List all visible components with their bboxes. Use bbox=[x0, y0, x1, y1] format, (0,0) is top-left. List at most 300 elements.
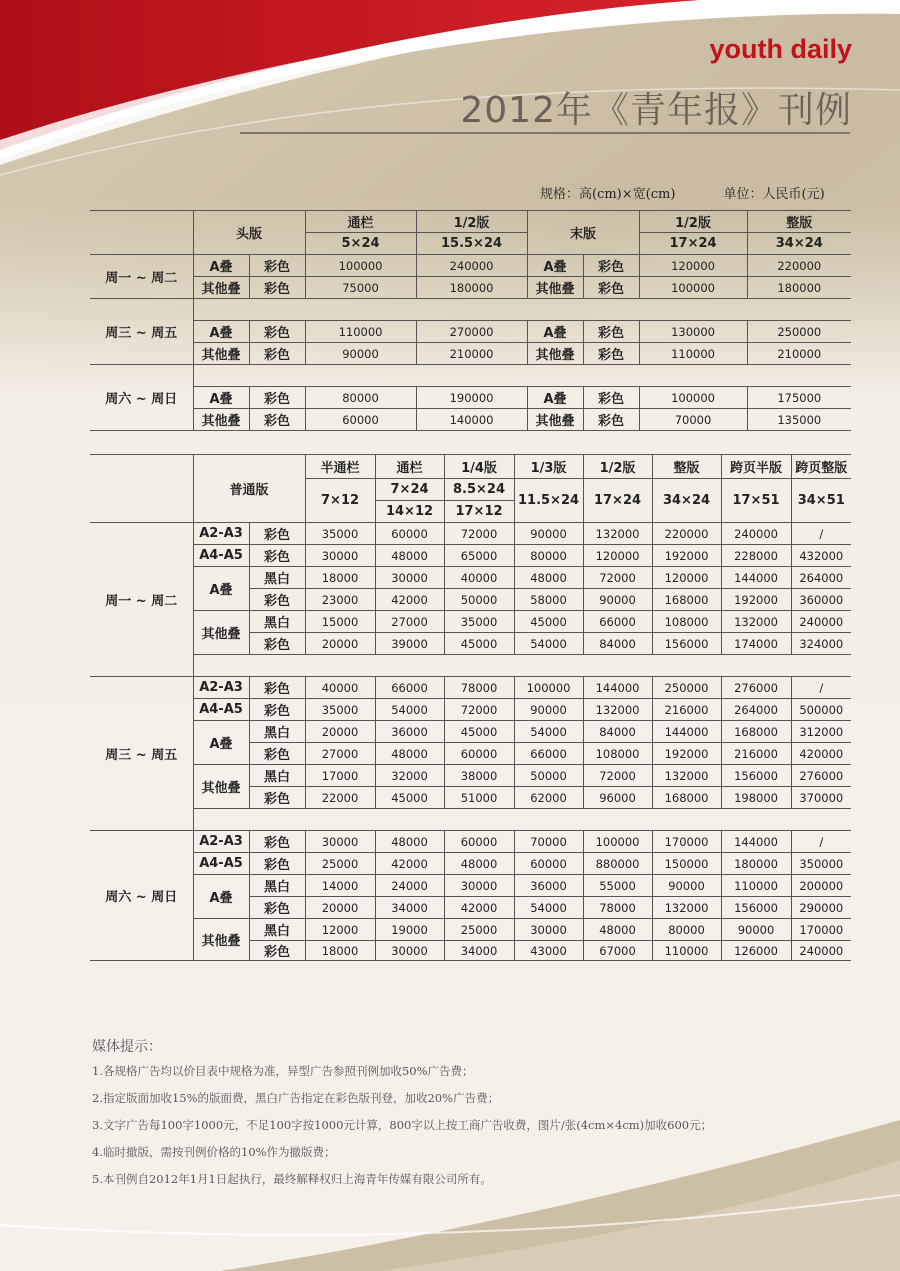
price-cell: 370000 bbox=[791, 787, 851, 809]
price-cell: 15000 bbox=[305, 611, 375, 633]
size-col-dim: 7×24 bbox=[375, 479, 444, 501]
price-cell: 168000 bbox=[652, 589, 721, 611]
price-cell: 34000 bbox=[444, 941, 514, 961]
col4-name: 整版 bbox=[747, 211, 851, 233]
color-type-label: 彩色 bbox=[583, 343, 639, 365]
color-type-label: 黑白 bbox=[249, 765, 305, 787]
price-cell: 43000 bbox=[514, 941, 583, 961]
color-type-label: 黑白 bbox=[249, 611, 305, 633]
stack-label: A叠 bbox=[193, 875, 249, 919]
price-cell: 312000 bbox=[791, 721, 851, 743]
price-cell: 180000 bbox=[747, 277, 851, 299]
table-row bbox=[90, 919, 851, 941]
price-cell: 62000 bbox=[514, 787, 583, 809]
price-cell: 132000 bbox=[583, 523, 652, 545]
price-cell: 50000 bbox=[444, 589, 514, 611]
size-col-name: 跨页整版 bbox=[791, 455, 851, 479]
price-cell: 35000 bbox=[305, 523, 375, 545]
spacer-cell bbox=[193, 365, 851, 387]
stack-label: 其他叠 bbox=[527, 409, 583, 431]
price-cell: 54000 bbox=[514, 633, 583, 655]
day-group-label: 周三 ~ 周五 bbox=[90, 299, 193, 365]
col2-size: 15.5×24 bbox=[416, 233, 527, 255]
price-cell: 192000 bbox=[721, 589, 791, 611]
note-item: 5.本刊例自2012年1月1日起执行，最终解释权归上海青年传媒有限公司所有。 bbox=[92, 1172, 492, 1186]
price-cell: 250000 bbox=[652, 677, 721, 699]
spacer-row bbox=[90, 655, 851, 677]
price-cell: 20000 bbox=[305, 897, 375, 919]
price-cell: 30000 bbox=[444, 875, 514, 897]
price-cell: 27000 bbox=[305, 743, 375, 765]
price-cell: 276000 bbox=[721, 677, 791, 699]
price-cell: 120000 bbox=[652, 567, 721, 589]
table-row bbox=[90, 721, 851, 743]
price-cell: 20000 bbox=[305, 633, 375, 655]
size-col-name: 通栏 bbox=[375, 455, 444, 479]
price-cell: 34000 bbox=[375, 897, 444, 919]
corner-cell bbox=[90, 211, 193, 255]
price-cell: 150000 bbox=[652, 853, 721, 875]
price-cell: 174000 bbox=[721, 633, 791, 655]
price-cell: / bbox=[791, 677, 851, 699]
price-cell: 54000 bbox=[514, 721, 583, 743]
color-type-label: 彩色 bbox=[249, 699, 305, 721]
stack-label: A叠 bbox=[527, 387, 583, 409]
price-cell: 110000 bbox=[639, 343, 747, 365]
front-page-header: 头版 bbox=[193, 211, 305, 255]
spacer-cell bbox=[193, 655, 851, 677]
note-item: 3.文字广告每100字1000元，不足100字按1000元计算，800字以上按工商广告收费，图片/张(4cm×4cm)加收600元； bbox=[92, 1118, 713, 1132]
price-cell: 228000 bbox=[721, 545, 791, 567]
color-type-label: 彩色 bbox=[249, 677, 305, 699]
color-type-label: 彩色 bbox=[249, 897, 305, 919]
color-type-label: 彩色 bbox=[249, 321, 305, 343]
price-cell: 84000 bbox=[583, 633, 652, 655]
price-cell: 110000 bbox=[305, 321, 416, 343]
note-item: 2.指定版面加收15%的版面费，黑白广告指定在彩色版刊登，加收20%广告费； bbox=[92, 1091, 500, 1105]
price-cell: 216000 bbox=[721, 743, 791, 765]
size-col-dim: 11.5×24 bbox=[514, 479, 583, 523]
table-row bbox=[90, 875, 851, 897]
size-col-dim: 17×24 bbox=[583, 479, 652, 523]
price-cell: 324000 bbox=[791, 633, 851, 655]
price-cell: 40000 bbox=[444, 567, 514, 589]
price-cell: 30000 bbox=[514, 919, 583, 941]
note-item: 4.临时撤版，需按刊例价格的10%作为撤版费； bbox=[92, 1145, 336, 1159]
spacer-row bbox=[90, 299, 851, 321]
price-cell: 90000 bbox=[721, 919, 791, 941]
size-col-dim: 17×51 bbox=[721, 479, 791, 523]
size-col-dim: 34×24 bbox=[652, 479, 721, 523]
price-cell: 80000 bbox=[652, 919, 721, 941]
price-cell: 216000 bbox=[652, 699, 721, 721]
price-cell: 144000 bbox=[652, 721, 721, 743]
price-cell: 50000 bbox=[514, 765, 583, 787]
size-col-name: 1/2版 bbox=[583, 455, 652, 479]
table-row bbox=[90, 611, 851, 633]
price-cell: 108000 bbox=[652, 611, 721, 633]
price-cell: 120000 bbox=[639, 255, 747, 277]
price-cell: 140000 bbox=[416, 409, 527, 431]
table-row bbox=[90, 853, 851, 875]
price-cell: 48000 bbox=[444, 853, 514, 875]
price-cell: 90000 bbox=[305, 343, 416, 365]
color-type-label: 彩色 bbox=[249, 633, 305, 655]
price-cell: 240000 bbox=[791, 611, 851, 633]
price-cell: 25000 bbox=[444, 919, 514, 941]
size-col-name: 半通栏 bbox=[305, 455, 375, 479]
color-type-label: 彩色 bbox=[249, 831, 305, 853]
price-cell: 132000 bbox=[721, 611, 791, 633]
corner-cell bbox=[90, 455, 193, 523]
day-group-label: 周六 ~ 周日 bbox=[90, 365, 193, 431]
price-cell: 35000 bbox=[305, 699, 375, 721]
col1-name: 通栏 bbox=[305, 211, 416, 233]
price-cell: 30000 bbox=[375, 941, 444, 961]
currency-unit: 单位：人民币(元) bbox=[723, 187, 825, 202]
stack-label: 其他叠 bbox=[527, 277, 583, 299]
price-cell: 32000 bbox=[375, 765, 444, 787]
price-cell: 39000 bbox=[375, 633, 444, 655]
col1-size: 5×24 bbox=[305, 233, 416, 255]
size-col-name: 跨页半版 bbox=[721, 455, 791, 479]
price-cell: 144000 bbox=[583, 677, 652, 699]
price-cell: 54000 bbox=[514, 897, 583, 919]
table-row bbox=[90, 321, 851, 343]
price-cell: 65000 bbox=[444, 545, 514, 567]
price-cell: 264000 bbox=[721, 699, 791, 721]
price-cell: 90000 bbox=[583, 589, 652, 611]
price-cell: 84000 bbox=[583, 721, 652, 743]
size-col-dim: 14×12 bbox=[375, 501, 444, 523]
price-cell: 66000 bbox=[514, 743, 583, 765]
stack-label: A2-A3 bbox=[193, 677, 249, 699]
price-cell: 168000 bbox=[652, 787, 721, 809]
price-cell: 22000 bbox=[305, 787, 375, 809]
price-cell: 132000 bbox=[583, 699, 652, 721]
price-cell: 66000 bbox=[583, 611, 652, 633]
price-cell: 132000 bbox=[652, 897, 721, 919]
price-cell: 48000 bbox=[375, 831, 444, 853]
price-cell: 420000 bbox=[791, 743, 851, 765]
price-cell: 190000 bbox=[416, 387, 527, 409]
price-cell: 24000 bbox=[375, 875, 444, 897]
spacer-row bbox=[90, 809, 851, 831]
media-notes bbox=[92, 1036, 712, 1199]
stack-label: A4-A5 bbox=[193, 699, 249, 721]
table-row bbox=[90, 343, 851, 365]
price-cell: 38000 bbox=[444, 765, 514, 787]
price-cell: 45000 bbox=[375, 787, 444, 809]
price-cell: 80000 bbox=[305, 387, 416, 409]
stack-label: 其他叠 bbox=[193, 611, 249, 655]
price-cell: 100000 bbox=[639, 277, 747, 299]
price-cell: 25000 bbox=[305, 853, 375, 875]
price-cell: 78000 bbox=[583, 897, 652, 919]
stack-label: A2-A3 bbox=[193, 831, 249, 853]
color-type-label: 彩色 bbox=[583, 321, 639, 343]
price-cell: 198000 bbox=[721, 787, 791, 809]
price-cell: 210000 bbox=[747, 343, 851, 365]
color-type-label: 彩色 bbox=[249, 941, 305, 961]
price-cell: 20000 bbox=[305, 721, 375, 743]
stack-label: A叠 bbox=[527, 321, 583, 343]
price-cell: 72000 bbox=[444, 699, 514, 721]
color-type-label: 彩色 bbox=[249, 743, 305, 765]
price-cell: 60000 bbox=[444, 743, 514, 765]
color-type-label: 彩色 bbox=[249, 853, 305, 875]
color-type-label: 彩色 bbox=[249, 409, 305, 431]
price-cell: 45000 bbox=[444, 721, 514, 743]
price-cell: 70000 bbox=[514, 831, 583, 853]
price-cell: 100000 bbox=[305, 255, 416, 277]
price-cell: 120000 bbox=[583, 545, 652, 567]
price-cell: 36000 bbox=[375, 721, 444, 743]
price-cell: 108000 bbox=[583, 743, 652, 765]
price-cell: 100000 bbox=[583, 831, 652, 853]
spacer-cell bbox=[193, 299, 851, 321]
stack-label: A叠 bbox=[193, 721, 249, 765]
day-group-label: 周三 ~ 周五 bbox=[90, 677, 193, 831]
spacer-row bbox=[90, 365, 851, 387]
size-col-dim: 17×12 bbox=[444, 501, 514, 523]
price-cell: 35000 bbox=[444, 611, 514, 633]
price-cell: 90000 bbox=[652, 875, 721, 897]
stack-label: A4-A5 bbox=[193, 853, 249, 875]
stack-label: 其他叠 bbox=[527, 343, 583, 365]
spacer-cell bbox=[193, 809, 851, 831]
price-cell: 180000 bbox=[721, 853, 791, 875]
stack-label: 其他叠 bbox=[193, 277, 249, 299]
price-cell: 60000 bbox=[444, 831, 514, 853]
price-cell: 70000 bbox=[639, 409, 747, 431]
color-type-label: 彩色 bbox=[583, 255, 639, 277]
price-cell: 270000 bbox=[416, 321, 527, 343]
table-row bbox=[90, 277, 851, 299]
price-cell: 192000 bbox=[652, 545, 721, 567]
price-cell: 156000 bbox=[652, 633, 721, 655]
price-cell: 126000 bbox=[721, 941, 791, 961]
price-cell: 290000 bbox=[791, 897, 851, 919]
price-cell: 90000 bbox=[514, 699, 583, 721]
price-cell: 210000 bbox=[416, 343, 527, 365]
day-group-label: 周一 ~ 周二 bbox=[90, 523, 193, 677]
col2-name: 1/2版 bbox=[416, 211, 527, 233]
table-row bbox=[90, 387, 851, 409]
price-cell: 12000 bbox=[305, 919, 375, 941]
stack-label: A2-A3 bbox=[193, 523, 249, 545]
price-cell: 78000 bbox=[444, 677, 514, 699]
spec-unit: 规格：高(cm)×宽(cm) bbox=[540, 187, 676, 202]
price-cell: 220000 bbox=[652, 523, 721, 545]
regular-page-rate-table bbox=[90, 454, 851, 961]
color-type-label: 彩色 bbox=[249, 523, 305, 545]
table-row bbox=[90, 255, 851, 277]
price-cell: 110000 bbox=[721, 875, 791, 897]
price-cell: 170000 bbox=[652, 831, 721, 853]
regular-page-header: 普通版 bbox=[193, 455, 305, 523]
header-row bbox=[90, 455, 851, 479]
price-cell: 130000 bbox=[639, 321, 747, 343]
price-cell: 19000 bbox=[375, 919, 444, 941]
color-type-label: 黑白 bbox=[249, 567, 305, 589]
note-item: 1.各规格广告均以价目表中规格为准，异型广告参照刊例加收50%广告费； bbox=[92, 1064, 474, 1078]
price-cell: 200000 bbox=[791, 875, 851, 897]
page-title: 2012年《青年报》刊例 bbox=[460, 90, 852, 131]
price-cell: 500000 bbox=[791, 699, 851, 721]
color-type-label: 彩色 bbox=[249, 589, 305, 611]
color-type-label: 黑白 bbox=[249, 919, 305, 941]
price-cell: 66000 bbox=[375, 677, 444, 699]
stack-label: A叠 bbox=[527, 255, 583, 277]
size-col-name: 1/3版 bbox=[514, 455, 583, 479]
table-row bbox=[90, 545, 851, 567]
table-row bbox=[90, 831, 851, 853]
price-cell: 51000 bbox=[444, 787, 514, 809]
price-cell: 40000 bbox=[305, 677, 375, 699]
price-cell: 36000 bbox=[514, 875, 583, 897]
price-cell: 350000 bbox=[791, 853, 851, 875]
col3-size: 17×24 bbox=[639, 233, 747, 255]
price-cell: / bbox=[791, 831, 851, 853]
stack-label: 其他叠 bbox=[193, 765, 249, 809]
size-col-dim: 34×51 bbox=[791, 479, 851, 523]
price-cell: 18000 bbox=[305, 941, 375, 961]
price-cell: 14000 bbox=[305, 875, 375, 897]
price-cell: 60000 bbox=[514, 853, 583, 875]
color-type-label: 彩色 bbox=[583, 409, 639, 431]
stack-label: A叠 bbox=[193, 321, 249, 343]
day-group-label: 周一 ~ 周二 bbox=[90, 255, 193, 299]
price-cell: 67000 bbox=[583, 941, 652, 961]
price-cell: 30000 bbox=[305, 545, 375, 567]
price-cell: 432000 bbox=[791, 545, 851, 567]
price-cell: 132000 bbox=[652, 765, 721, 787]
price-cell: 144000 bbox=[721, 831, 791, 853]
price-cell: 72000 bbox=[583, 567, 652, 589]
price-cell: 170000 bbox=[791, 919, 851, 941]
price-cell: 48000 bbox=[583, 919, 652, 941]
price-cell: 192000 bbox=[652, 743, 721, 765]
price-cell: 23000 bbox=[305, 589, 375, 611]
price-cell: 240000 bbox=[791, 941, 851, 961]
price-cell: 110000 bbox=[652, 941, 721, 961]
color-type-label: 彩色 bbox=[583, 387, 639, 409]
size-col-dim: 8.5×24 bbox=[444, 479, 514, 501]
stack-label: A叠 bbox=[193, 255, 249, 277]
day-group-label: 周六 ~ 周日 bbox=[90, 831, 193, 961]
table-row bbox=[90, 409, 851, 431]
price-cell: 54000 bbox=[375, 699, 444, 721]
title-divider bbox=[240, 132, 850, 134]
price-cell: 180000 bbox=[416, 277, 527, 299]
price-cell: 30000 bbox=[375, 567, 444, 589]
price-cell: 880000 bbox=[583, 853, 652, 875]
color-type-label: 彩色 bbox=[249, 387, 305, 409]
price-cell: 168000 bbox=[721, 721, 791, 743]
table-row bbox=[90, 523, 851, 545]
table-row bbox=[90, 567, 851, 589]
color-type-label: 黑白 bbox=[249, 875, 305, 897]
back-page-header: 末版 bbox=[527, 211, 639, 255]
price-cell: 72000 bbox=[583, 765, 652, 787]
size-col-name: 整版 bbox=[652, 455, 721, 479]
size-col-dim: 7×12 bbox=[305, 479, 375, 523]
price-cell: 45000 bbox=[444, 633, 514, 655]
brand-logo: youth daily bbox=[709, 34, 852, 64]
color-type-label: 黑白 bbox=[249, 721, 305, 743]
price-cell: 80000 bbox=[514, 545, 583, 567]
price-cell: 60000 bbox=[375, 523, 444, 545]
price-cell: 30000 bbox=[305, 831, 375, 853]
table-row bbox=[90, 699, 851, 721]
color-type-label: 彩色 bbox=[249, 343, 305, 365]
price-cell: 240000 bbox=[416, 255, 527, 277]
stack-label: 其他叠 bbox=[193, 409, 249, 431]
price-cell: 58000 bbox=[514, 589, 583, 611]
price-cell: 60000 bbox=[305, 409, 416, 431]
price-cell: 156000 bbox=[721, 765, 791, 787]
price-cell: 72000 bbox=[444, 523, 514, 545]
price-cell: 100000 bbox=[639, 387, 747, 409]
price-cell: 42000 bbox=[444, 897, 514, 919]
price-cell: 220000 bbox=[747, 255, 851, 277]
size-col-name: 1/4版 bbox=[444, 455, 514, 479]
price-cell: 48000 bbox=[375, 545, 444, 567]
price-cell: 18000 bbox=[305, 567, 375, 589]
table-row bbox=[90, 765, 851, 787]
price-cell: 360000 bbox=[791, 589, 851, 611]
price-cell: 55000 bbox=[583, 875, 652, 897]
color-type-label: 彩色 bbox=[249, 255, 305, 277]
price-cell: 27000 bbox=[375, 611, 444, 633]
notes-title: 媒体提示： bbox=[92, 1039, 162, 1055]
price-cell: 45000 bbox=[514, 611, 583, 633]
stack-label: A叠 bbox=[193, 567, 249, 611]
price-cell: 17000 bbox=[305, 765, 375, 787]
color-type-label: 彩色 bbox=[249, 277, 305, 299]
stack-label: A4-A5 bbox=[193, 545, 249, 567]
price-cell: 144000 bbox=[721, 567, 791, 589]
table-row bbox=[90, 677, 851, 699]
price-cell: / bbox=[791, 523, 851, 545]
price-cell: 96000 bbox=[583, 787, 652, 809]
price-cell: 135000 bbox=[747, 409, 851, 431]
stack-label: 其他叠 bbox=[193, 343, 249, 365]
price-cell: 42000 bbox=[375, 853, 444, 875]
price-cell: 75000 bbox=[305, 277, 416, 299]
price-cell: 276000 bbox=[791, 765, 851, 787]
price-cell: 156000 bbox=[721, 897, 791, 919]
col4-size: 34×24 bbox=[747, 233, 851, 255]
front-back-page-rate-table bbox=[90, 210, 851, 431]
stack-label: A叠 bbox=[193, 387, 249, 409]
price-cell: 240000 bbox=[721, 523, 791, 545]
price-cell: 42000 bbox=[375, 589, 444, 611]
price-cell: 264000 bbox=[791, 567, 851, 589]
price-cell: 175000 bbox=[747, 387, 851, 409]
units-line bbox=[540, 183, 825, 202]
color-type-label: 彩色 bbox=[583, 277, 639, 299]
col3-name: 1/2版 bbox=[639, 211, 747, 233]
price-cell: 48000 bbox=[375, 743, 444, 765]
price-cell: 48000 bbox=[514, 567, 583, 589]
color-type-label: 彩色 bbox=[249, 787, 305, 809]
price-cell: 90000 bbox=[514, 523, 583, 545]
price-cell: 250000 bbox=[747, 321, 851, 343]
price-cell: 100000 bbox=[514, 677, 583, 699]
color-type-label: 彩色 bbox=[249, 545, 305, 567]
